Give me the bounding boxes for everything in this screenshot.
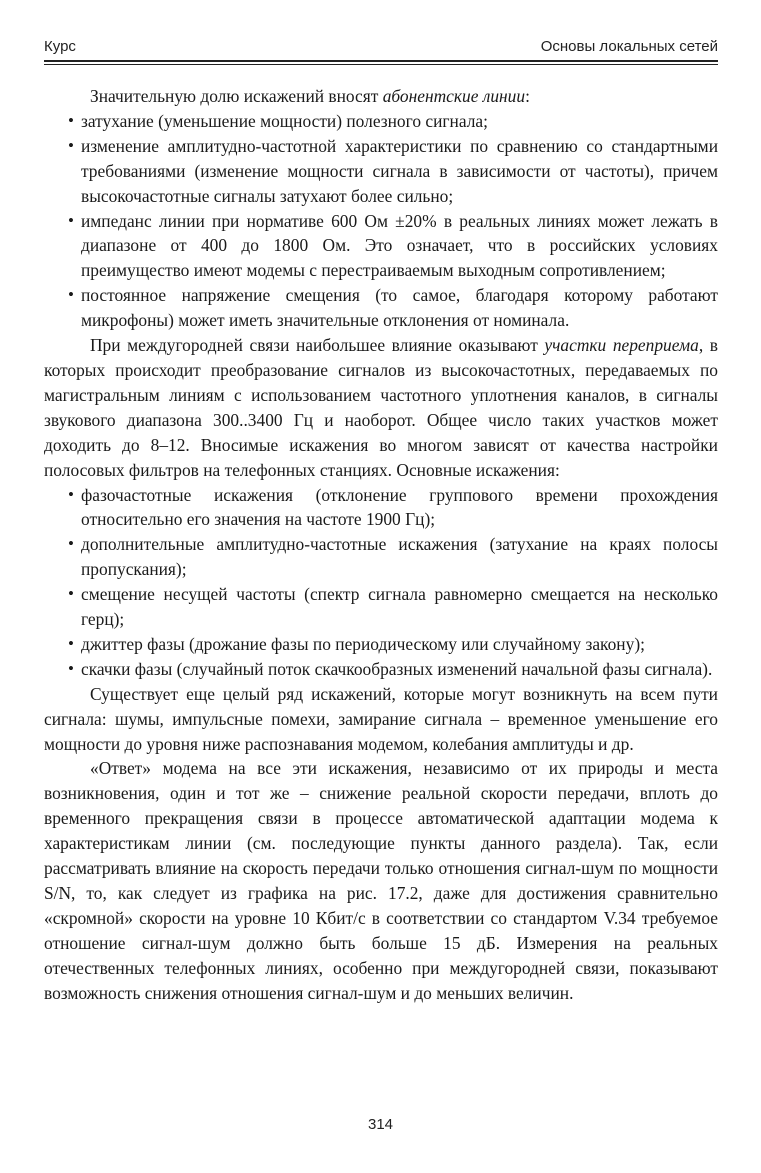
header-rule-thin <box>44 64 718 65</box>
list-item: • дополнительные амплитудно-частотные искажения (затухание на краях полосы пропускания); <box>44 532 718 582</box>
list-item: • смещение несущей частоты (спектр сигнала равномерно смещается на несколько герц); <box>44 582 718 632</box>
paragraph <box>44 333 718 482</box>
emphasis-term: абонентские линии <box>382 86 526 106</box>
paragraph-text: Значительную долю искажений вносят <box>90 86 383 106</box>
paragraph-text: При междугородней связи наибольшее влияние оказывают <box>90 335 545 356</box>
list-item: • скачки фазы (случайный поток скачкообразных изменений начальной фазы сигнала). <box>44 657 718 682</box>
page-number: 314 <box>367 1116 394 1133</box>
list-item: • затухание (уменьшение мощности) полезного сигнала; <box>44 109 718 134</box>
list-item: • изменение амплитудно-частотной характеристики по сравнению со стандартными требованиями (изменение мощности сигнала в зависимости от частоты), причем высокочастотные сигналы затухают более сильно; <box>44 134 718 209</box>
list-item: • постоянное напряжение смещения (то самое, благодаря которому работают микрофоны) может иметь значительные отклонения от номинала. <box>44 283 718 333</box>
body-text <box>44 84 718 1006</box>
paragraph <box>44 84 718 109</box>
list-item: • импеданс линии при нормативе 600 Ом ±20% в реальных линиях может лежать в диапазоне от 400 до 1800 Ом. Это означает, что в российских условиях преимущество имеют модемы с перестраиваемым выходным сопротивлением; <box>44 209 718 284</box>
emphasis-term: участки переприема <box>544 335 699 356</box>
paragraph: Существует еще целый ряд искажений, которые могут возникнуть на всем пути сигнала: шумы, импульсные помехи, замирание сигнала – временное уменьшение его мощности до уровня ниже распознавания модемом, колебания амплитуды и др. <box>44 683 718 754</box>
bullet-list <box>44 483 718 682</box>
header-left: Курс <box>44 38 76 55</box>
bullet-list <box>44 109 718 333</box>
list-item: • джиттер фазы (дрожание фазы по периодическому или случайному закону); <box>44 632 718 657</box>
paragraph: «Ответ» модема на все эти искажения, независимо от их природы и места возникновения, один и тот же – снижение реальной скорости передачи, вплоть до временного прекращения связи в процессе автоматической адаптации модема к характеристикам линии (см. последующие пункты данного раздела). Так, если рассматривать влияние на скорость передачи только отношения сигнал-шум по мощности S/N, то, как следует из графика на рис. 17.2, даже для достижения сравнительно «скромной» скорости на уровне 10 Кбит/с в соответствии со стандартом V.34 требуемое отношение сигнал-шум должно быть больше 15 дБ. Измерения на реальных отечественных телефонных линиях, особенно при междугородней связи, показывают возможность снижения отношения сигнал-шум и до меньших величин. <box>44 758 718 1003</box>
header-right: Основы локальных сетей <box>540 38 718 55</box>
header-rule <box>44 60 718 62</box>
list-item: • фазочастотные искажения (отклонение группового времени прохождения относительно его значения на частоте 1900 Гц); <box>44 483 718 533</box>
paragraph-text: : <box>525 86 530 106</box>
paragraph-text: , в которых происходит преобразование сигналов из высокочастотных, передаваемых по магистральным линиям с использованием частотного уплотнения каналов, в сигналы звукового диапазона 300..3400 Гц и наоборот. Общее число таких участков может доходить до 8–12. Вносимые искажения во многом зависят от качества настройки полосовых фильтров на телефонных станциях. Основные искажения: <box>44 335 718 480</box>
